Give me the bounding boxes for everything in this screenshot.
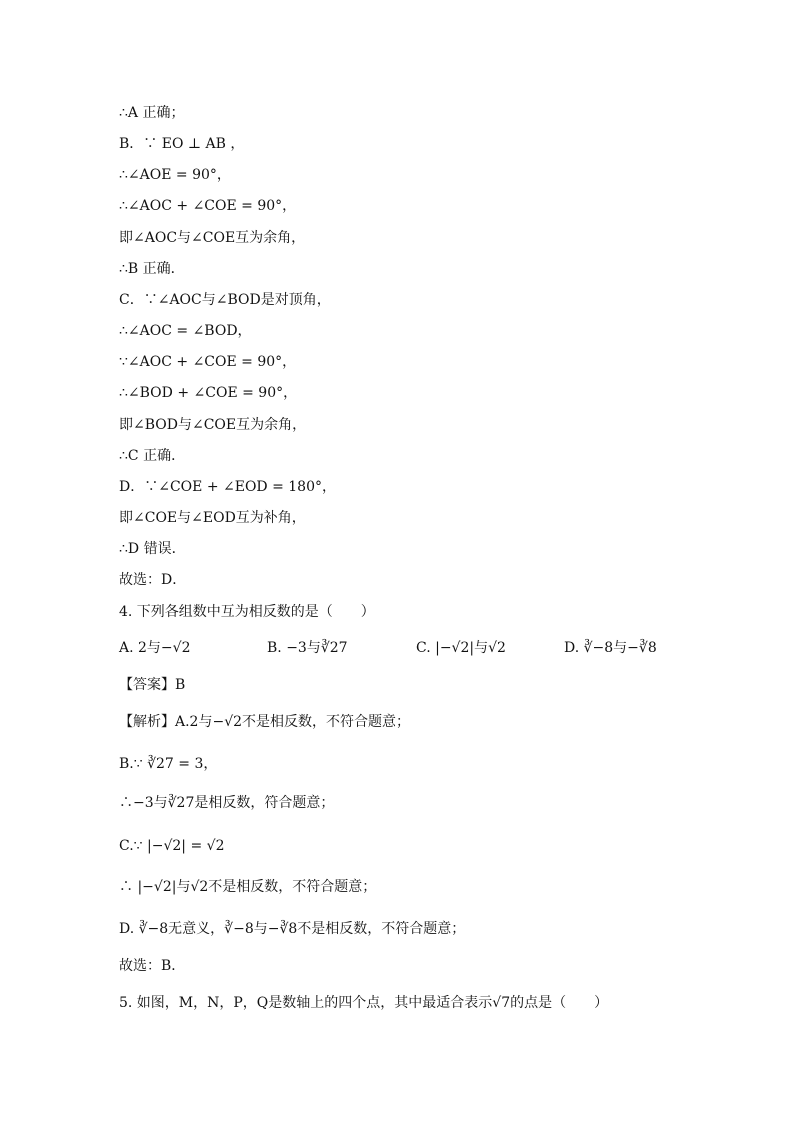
text-line: D．∵∠COE + ∠EOD = 180°， — [119, 479, 336, 495]
analysis-line: 【解析】A.2与−√2不是相反数，不符合题意； — [119, 714, 411, 730]
text-line: ∴B 正确． — [119, 261, 185, 277]
text-line: ∴∠BOD + ∠COE = 90°， — [119, 385, 298, 401]
text-line: ∵∠AOC + ∠COE = 90°， — [119, 354, 297, 370]
analysis-line: ∴−3与∛27是相反数，符合题意； — [119, 795, 335, 811]
text-line: ∴∠AOC + ∠COE = 90°， — [119, 198, 297, 214]
text-line: ∴D 错误． — [119, 541, 186, 557]
analysis-line: ∴ |−√2|与√2不是相反数，不符合题意； — [119, 879, 377, 895]
text-line: ∴A 正确； — [119, 105, 185, 121]
text-line: 故选：D． — [119, 572, 187, 588]
text-line: 即∠BOD与∠COE互为余角， — [119, 417, 307, 433]
question-4-stem: 4. 下列各组数中互为相反数的是（ ） — [119, 604, 375, 620]
text-line: B．∵ EO ⊥ AB ， — [119, 136, 245, 152]
question-5-stem: 5. 如图，M，N，P，Q是数轴上的四个点，其中最适合表示√7的点是（ ） — [119, 995, 609, 1011]
analysis-line: C.∵ |−√2| = √2 — [119, 838, 225, 854]
option-c: C. |−√2|与√2 — [416, 640, 506, 656]
text-line: C．∵∠AOC与∠BOD是对顶角， — [119, 292, 331, 308]
answer-line: 【答案】B — [119, 677, 186, 693]
analysis-line: B.∵ ∛27 = 3， — [119, 756, 218, 772]
text-line: ∴∠AOC = ∠BOD， — [119, 323, 252, 339]
question-4-options — [119, 638, 679, 658]
text-line: ∴∠AOE = 90°， — [119, 167, 231, 183]
analysis-line: D. ∛−8无意义，∛−8与−∛8不是相反数，不符合题意； — [119, 921, 466, 937]
analysis-line: 故选：B． — [119, 958, 186, 974]
option-b: B. −3与∛27 — [267, 640, 348, 656]
option-d: D. ∛−8与−∛8 — [564, 640, 657, 656]
text-line: ∴C 正确． — [119, 448, 186, 464]
option-a: A. 2与−√2 — [119, 640, 191, 656]
text-line: 即∠AOC与∠COE互为余角， — [119, 230, 306, 246]
text-line: 即∠COE与∠EOD互为补角， — [119, 510, 306, 526]
